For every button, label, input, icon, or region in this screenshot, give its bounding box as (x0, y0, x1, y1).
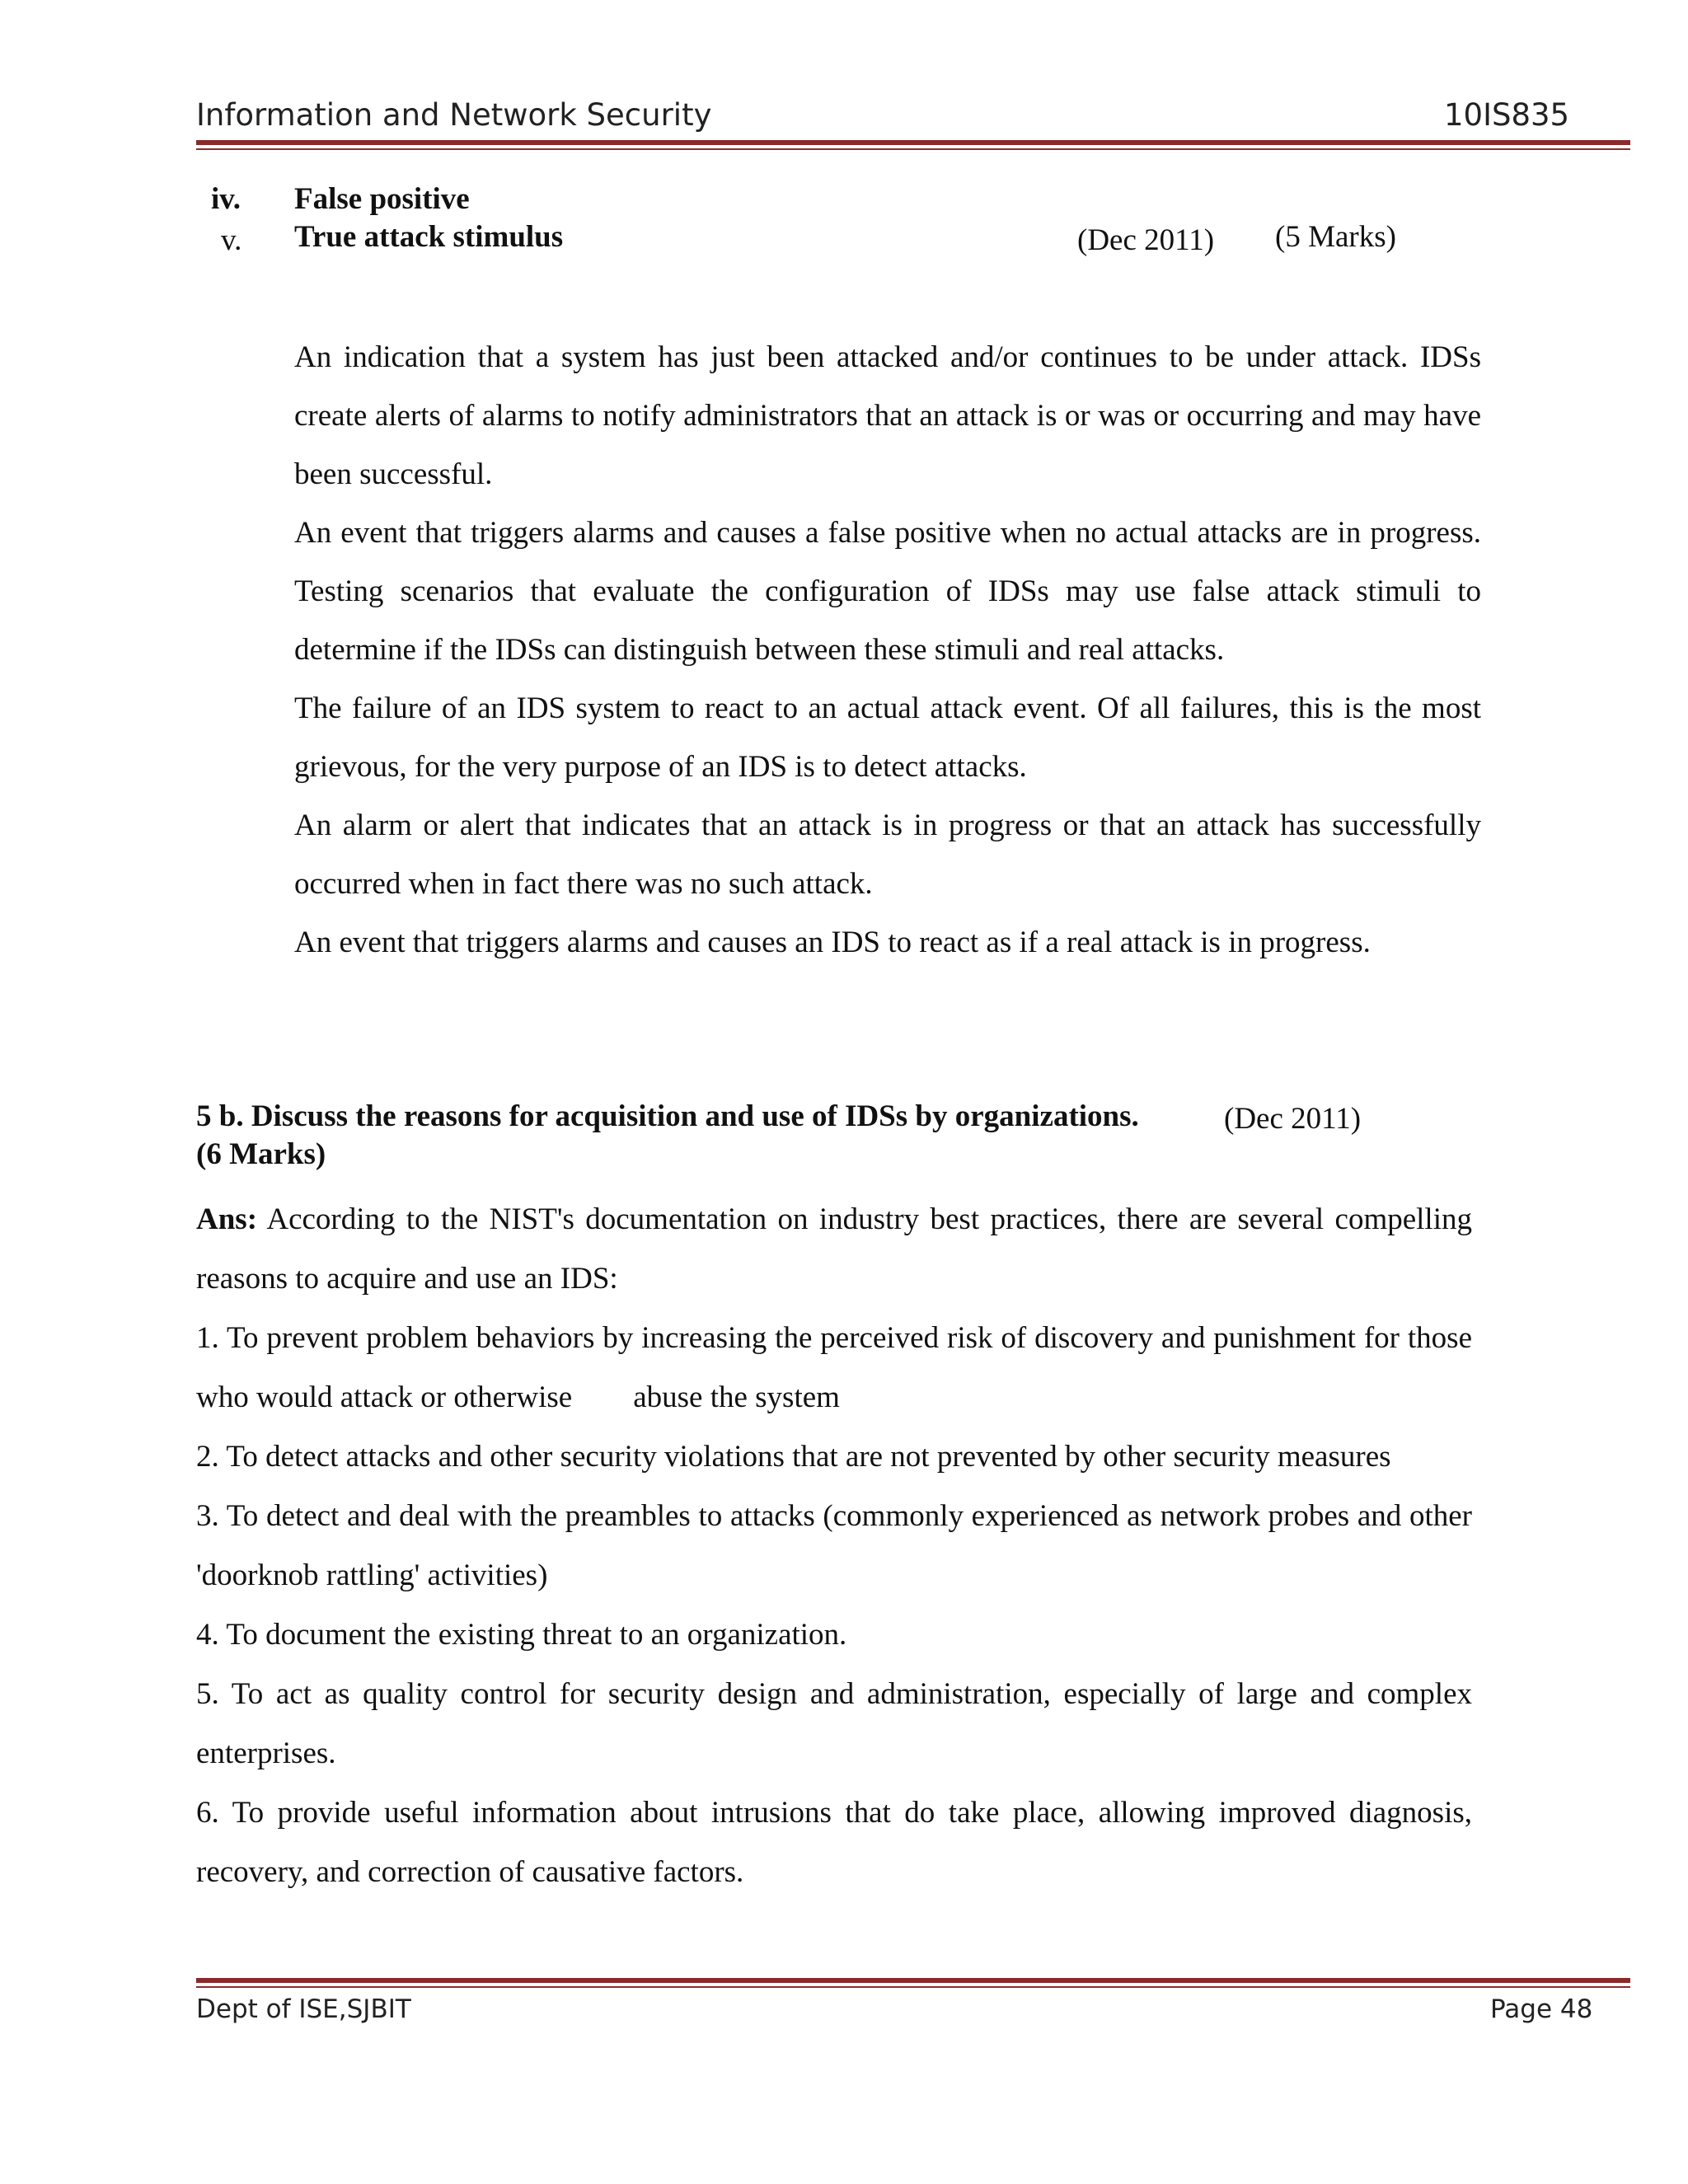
question-date: (Dec 2011) (1224, 1102, 1362, 1136)
answer-item: 6. To provide useful information about intrusions that do take place, allowing improved diagnosis, recovery, and correction of causative factors. (196, 1796, 1472, 1889)
header-rule (196, 140, 1630, 145)
answer-intro-text: According to the NIST's documentation on industry best practices, there are several compelling reasons to acquire and use an IDS: (196, 1202, 1472, 1296)
definition-paragraph: The failure of an IDS system to react to an actual attack event. Of all failures, this is the most grievous, for the very purpose of an IDS is to detect attacks. (294, 691, 1481, 784)
term-label: True attack stimulus (294, 220, 564, 254)
answer-item: 4. To document the existing threat to an organization. (196, 1618, 847, 1652)
question-marks: (6 Marks) (196, 1137, 326, 1171)
definition-paragraph: An indication that a system has just been attacked and/or continues to be under attack. IDSs create alerts of alarms to notify administrators that an attack is or was or occurring and may have been successful. (294, 340, 1481, 491)
answer-item: 1. To prevent problem behaviors by increasing the perceived risk of discovery and punishment for those who would attack or otherwise abuse the system (196, 1321, 1480, 1414)
term-number: v. (221, 223, 242, 257)
term-label: False positive (294, 182, 470, 216)
definition-paragraph: An event that triggers alarms and causes an IDS to react as if a real attack is in progress. (294, 926, 1371, 959)
terms-date: (Dec 2011) (1077, 223, 1215, 257)
term-number: iv. (211, 182, 241, 216)
footer-rule-thin (196, 1986, 1630, 1988)
answer-intro (196, 1190, 1472, 1309)
terms-marks: (5 Marks) (1275, 220, 1396, 254)
running-header-code: 10IS835 (1444, 97, 1570, 133)
running-header-title: Information and Network Security (196, 97, 712, 133)
definitions-block (294, 328, 1481, 972)
footer-department: Dept of ISE,SJBIT (196, 1994, 411, 2024)
answer-item: 3. To detect and deal with the preambles to attacks (commonly experienced as network probes and other 'doorknob rattling' activities) (196, 1499, 1472, 1592)
definition-paragraph: An alarm or alert that indicates that an attack is in progress or that an attack has successfully occurred when in fact there was no such attack. (294, 808, 1481, 901)
header-rule-thin (196, 148, 1630, 150)
answer-label: Ans: (196, 1202, 258, 1236)
footer-page-number: Page 48 (1490, 1994, 1593, 2024)
footer-rule (196, 1978, 1630, 1983)
question-text: 5 b. Discuss the reasons for acquisition and use of IDSs by organizations. (196, 1099, 1139, 1133)
definition-paragraph: An event that triggers alarms and causes a false positive when no actual attacks are in progress. Testing scenarios that evaluate the configuration of IDSs may use false attack stimuli to determine if the IDSs can distinguish between these stimuli and real attacks. (294, 516, 1481, 667)
answer-item: 5. To act as quality control for security design and administration, especially of large and complex enterprises. (196, 1677, 1472, 1770)
answer-block (196, 1190, 1480, 1902)
answer-item: 2. To detect attacks and other security violations that are not prevented by other security measures (196, 1440, 1391, 1474)
